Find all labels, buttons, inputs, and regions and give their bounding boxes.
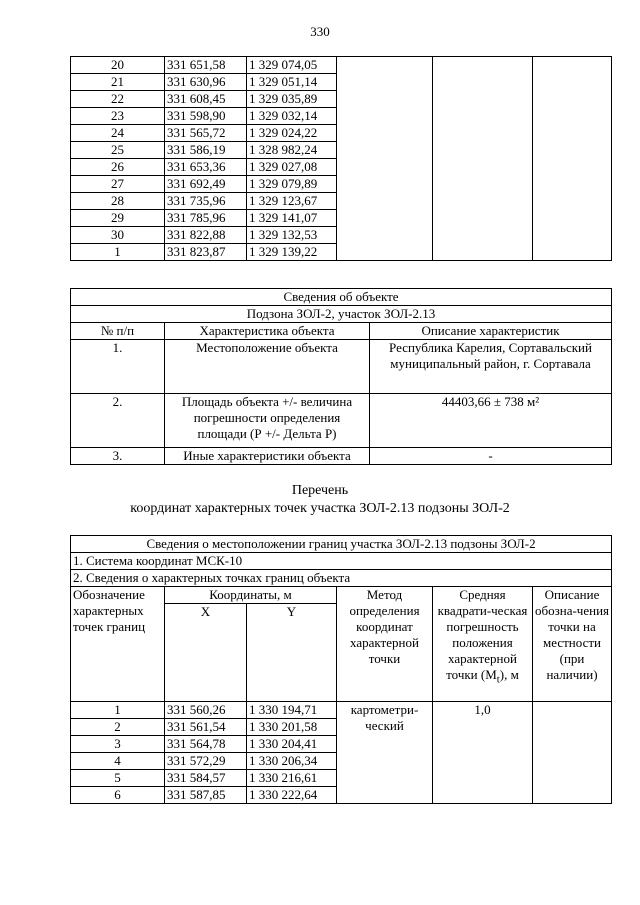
coord-y: 1 329 074,05	[247, 57, 337, 74]
coord-x: 331 572,29	[165, 753, 247, 770]
header-x: X	[165, 604, 247, 702]
coord-y: 1 329 024,22	[247, 125, 337, 142]
coord-x: 331 630,96	[165, 74, 247, 91]
row-num: 3.	[71, 448, 165, 465]
empty-description	[533, 702, 612, 804]
header-characteristic: Характеристика объекта	[165, 323, 370, 340]
coord-y: 1 330 216,61	[247, 770, 337, 787]
boundaries-title: Сведения о местоположении границ участка ЗОЛ-2.13 подзоны ЗОЛ-2	[71, 536, 612, 553]
coord-x: 331 560,26	[165, 702, 247, 719]
coord-x: 331 565,72	[165, 125, 247, 142]
coord-y: 1 330 222,64	[247, 787, 337, 804]
point-number: 2	[71, 719, 165, 736]
point-number: 26	[71, 159, 165, 176]
empty-method	[337, 57, 433, 261]
header-designation: Обозначение характерных точек границ	[71, 587, 165, 702]
coord-x: 331 608,45	[165, 91, 247, 108]
point-number: 5	[71, 770, 165, 787]
point-number: 29	[71, 210, 165, 227]
row-num: 1.	[71, 340, 165, 394]
coord-x: 331 692,49	[165, 176, 247, 193]
point-number: 1	[71, 702, 165, 719]
point-number: 20	[71, 57, 165, 74]
coord-x: 331 584,57	[165, 770, 247, 787]
point-number: 30	[71, 227, 165, 244]
object-info-table	[70, 288, 612, 465]
header-method: Метод определения координат характерной точки	[337, 587, 433, 702]
coord-x: 331 561,54	[165, 719, 247, 736]
row-num: 2.	[71, 394, 165, 448]
row-characteristic: Площадь объекта +/- величина погрешности определения площади (Р +/- Дельта Р)	[165, 394, 370, 448]
list-heading-subtitle: координат характерных точек участка ЗОЛ-2.13 подзоны ЗОЛ-2	[130, 501, 510, 516]
coord-y: 1 329 027,08	[247, 159, 337, 176]
point-number: 6	[71, 787, 165, 804]
coord-x: 331 587,85	[165, 787, 247, 804]
point-number: 28	[71, 193, 165, 210]
coord-y: 1 329 035,89	[247, 91, 337, 108]
row-characteristic: Местоположение объекта	[165, 340, 370, 394]
coord-y: 1 329 141,07	[247, 210, 337, 227]
coord-y: 1 329 132,53	[247, 227, 337, 244]
coordinates-table-body	[71, 57, 612, 261]
object-info-subtitle: Подзона ЗОЛ-2, участок ЗОЛ-2.13	[71, 306, 612, 323]
points-section-title: 2. Сведения о характерных точках границ объекта	[71, 570, 612, 587]
coord-x: 331 651,58	[165, 57, 247, 74]
empty-description	[533, 57, 612, 261]
table-row	[71, 57, 612, 74]
coord-y: 1 329 079,89	[247, 176, 337, 193]
row-description: -	[370, 448, 612, 465]
point-number: 21	[71, 74, 165, 91]
coord-x: 331 653,36	[165, 159, 247, 176]
coord-y: 1 329 139,22	[247, 244, 337, 261]
page-number: 330	[310, 24, 330, 39]
header-description: Описание характеристик	[370, 323, 612, 340]
error-value: 1,0	[433, 702, 533, 804]
coord-x: 331 822,88	[165, 227, 247, 244]
coord-y: 1 329 123,67	[247, 193, 337, 210]
point-number: 1	[71, 244, 165, 261]
header-error	[433, 587, 533, 702]
point-number: 3	[71, 736, 165, 753]
header-coords: Координаты, м	[165, 587, 337, 604]
boundaries-table	[70, 535, 612, 804]
coordinate-system: 1. Система координат МСК-10	[71, 553, 612, 570]
coord-x: 331 823,87	[165, 244, 247, 261]
coord-x: 331 564,78	[165, 736, 247, 753]
point-number: 22	[71, 91, 165, 108]
header-y: Y	[247, 604, 337, 702]
point-number: 24	[71, 125, 165, 142]
header-error-tail: ), м	[499, 667, 519, 682]
coord-y: 1 328 982,24	[247, 142, 337, 159]
row-description: 44403,66 ± 738 м²	[370, 394, 612, 448]
list-heading-title: Перечень	[291, 483, 349, 498]
row-description: Республика Карелия, Сортавальский муниципальный район, г. Сортавала	[370, 340, 612, 394]
coord-y: 1 329 051,14	[247, 74, 337, 91]
object-info-title: Сведения об объекте	[71, 289, 612, 306]
point-number: 25	[71, 142, 165, 159]
coord-x: 331 586,19	[165, 142, 247, 159]
coord-y: 1 329 032,14	[247, 108, 337, 125]
coord-x: 331 785,96	[165, 210, 247, 227]
point-number: 27	[71, 176, 165, 193]
header-error-sub: t	[496, 673, 500, 686]
point-number: 23	[71, 108, 165, 125]
coord-y: 1 330 201,58	[247, 719, 337, 736]
coordinates-table-continued	[70, 56, 612, 261]
empty-error	[433, 57, 533, 261]
coord-y: 1 330 194,71	[247, 702, 337, 719]
header-point-description: Описание обозна-чения точки на местности (при наличии)	[533, 587, 612, 702]
coord-x: 331 735,96	[165, 193, 247, 210]
coord-y: 1 330 204,41	[247, 736, 337, 753]
method-value: картометри-ческий	[337, 702, 433, 804]
table-row	[71, 702, 612, 719]
coord-x: 331 598,90	[165, 108, 247, 125]
coord-y: 1 330 206,34	[247, 753, 337, 770]
point-number: 4	[71, 753, 165, 770]
header-error-main: Средняя квадрати-ческая погрешность положения характерной точки (M	[437, 587, 528, 682]
row-characteristic: Иные характеристики объекта	[165, 448, 370, 465]
header-num: № п/п	[71, 323, 165, 340]
